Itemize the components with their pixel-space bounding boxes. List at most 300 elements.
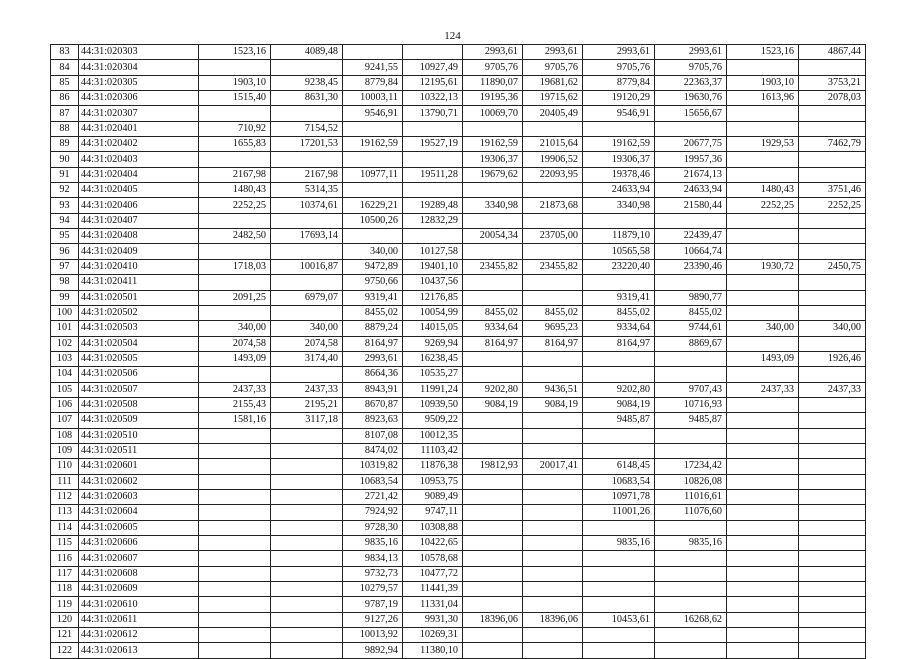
value-cell xyxy=(271,505,343,520)
value-cell xyxy=(463,551,523,566)
value-cell: 22439,47 xyxy=(655,229,727,244)
value-cell xyxy=(727,628,799,643)
value-cell xyxy=(463,536,523,551)
row-number-cell: 92 xyxy=(51,183,79,198)
row-number-cell: 108 xyxy=(51,428,79,443)
value-cell: 10927,49 xyxy=(403,60,463,75)
value-cell: 10422,65 xyxy=(403,536,463,551)
value-cell: 1655,83 xyxy=(199,137,271,152)
value-cell: 9436,51 xyxy=(523,382,583,397)
row-number-cell: 86 xyxy=(51,91,79,106)
value-cell: 2074,58 xyxy=(271,336,343,351)
value-cell: 11001,26 xyxy=(583,505,655,520)
value-cell: 19162,59 xyxy=(463,137,523,152)
value-cell xyxy=(523,474,583,489)
value-cell xyxy=(799,167,866,182)
value-cell xyxy=(463,413,523,428)
value-cell xyxy=(727,167,799,182)
table-row xyxy=(51,397,866,412)
value-cell: 11890,07 xyxy=(463,75,523,90)
value-cell xyxy=(583,551,655,566)
value-cell xyxy=(727,106,799,121)
value-cell: 17234,42 xyxy=(655,459,727,474)
value-cell xyxy=(463,505,523,520)
value-cell xyxy=(463,520,523,535)
value-cell: 2167,98 xyxy=(271,167,343,182)
value-cell xyxy=(523,536,583,551)
table-row xyxy=(51,152,866,167)
value-cell: 8869,67 xyxy=(655,336,727,351)
value-cell xyxy=(463,213,523,228)
value-cell: 9241,55 xyxy=(343,60,403,75)
value-cell xyxy=(523,597,583,612)
value-cell: 23220,40 xyxy=(583,259,655,274)
cadastral-number-cell: 44:31:020611 xyxy=(79,612,199,627)
value-cell xyxy=(463,367,523,382)
table-row xyxy=(51,505,866,520)
value-cell xyxy=(199,520,271,535)
row-number-cell: 112 xyxy=(51,489,79,504)
table-row xyxy=(51,520,866,535)
value-cell xyxy=(523,551,583,566)
cadastral-number-cell: 44:31:020406 xyxy=(79,198,199,213)
value-cell: 2252,25 xyxy=(727,198,799,213)
value-cell: 9319,41 xyxy=(583,290,655,305)
row-number-cell: 88 xyxy=(51,121,79,136)
row-number-cell: 103 xyxy=(51,351,79,366)
value-cell: 9546,91 xyxy=(583,106,655,121)
table-row xyxy=(51,290,866,305)
value-cell xyxy=(799,60,866,75)
value-cell xyxy=(523,643,583,658)
cadastral-number-cell: 44:31:020510 xyxy=(79,428,199,443)
value-cell xyxy=(199,582,271,597)
value-cell: 16238,45 xyxy=(403,351,463,366)
value-cell: 3753,21 xyxy=(799,75,866,90)
value-cell: 18396,06 xyxy=(463,612,523,627)
value-cell: 9472,89 xyxy=(343,259,403,274)
value-cell: 8631,30 xyxy=(271,91,343,106)
cadastral-number-cell: 44:31:020401 xyxy=(79,121,199,136)
value-cell: 9084,19 xyxy=(463,397,523,412)
table-row xyxy=(51,275,866,290)
value-cell: 2993,61 xyxy=(583,45,655,60)
value-cell xyxy=(343,45,403,60)
value-cell: 8164,97 xyxy=(463,336,523,351)
value-cell xyxy=(727,229,799,244)
value-cell xyxy=(343,152,403,167)
value-cell xyxy=(271,275,343,290)
value-cell xyxy=(199,275,271,290)
value-cell xyxy=(523,351,583,366)
value-cell: 13790,71 xyxy=(403,106,463,121)
row-number-cell: 100 xyxy=(51,305,79,320)
value-cell: 8455,02 xyxy=(523,305,583,320)
row-number-cell: 109 xyxy=(51,443,79,458)
value-cell: 1930,72 xyxy=(727,259,799,274)
value-cell: 4089,48 xyxy=(271,45,343,60)
value-cell: 10500,26 xyxy=(343,213,403,228)
value-cell xyxy=(463,275,523,290)
cadastral-number-cell: 44:31:020612 xyxy=(79,628,199,643)
table-row xyxy=(51,628,866,643)
value-cell: 8455,02 xyxy=(463,305,523,320)
value-cell xyxy=(523,213,583,228)
value-cell xyxy=(199,489,271,504)
value-cell xyxy=(343,121,403,136)
cadastral-number-cell: 44:31:020410 xyxy=(79,259,199,274)
row-number-cell: 84 xyxy=(51,60,79,75)
value-cell xyxy=(523,121,583,136)
table-row xyxy=(51,198,866,213)
value-cell xyxy=(727,551,799,566)
value-cell: 9892,94 xyxy=(343,643,403,658)
row-number-cell: 111 xyxy=(51,474,79,489)
value-cell: 19162,59 xyxy=(343,137,403,152)
row-number-cell: 117 xyxy=(51,566,79,581)
cadastral-number-cell: 44:31:020505 xyxy=(79,351,199,366)
value-cell: 19527,19 xyxy=(403,137,463,152)
cadastral-number-cell: 44:31:020304 xyxy=(79,60,199,75)
row-number-cell: 121 xyxy=(51,628,79,643)
cadastral-number-cell: 44:31:020602 xyxy=(79,474,199,489)
value-cell: 10319,82 xyxy=(343,459,403,474)
value-cell: 9834,13 xyxy=(343,551,403,566)
value-cell: 2074,58 xyxy=(199,336,271,351)
value-cell: 9509,22 xyxy=(403,413,463,428)
value-cell xyxy=(199,566,271,581)
value-cell: 3174,40 xyxy=(271,351,343,366)
value-cell: 1523,16 xyxy=(727,45,799,60)
value-cell xyxy=(463,121,523,136)
value-cell xyxy=(799,443,866,458)
value-cell xyxy=(463,428,523,443)
row-number-cell: 107 xyxy=(51,413,79,428)
cadastral-number-cell: 44:31:020411 xyxy=(79,275,199,290)
value-cell: 10971,78 xyxy=(583,489,655,504)
value-cell xyxy=(463,597,523,612)
value-cell xyxy=(199,612,271,627)
value-cell: 9695,23 xyxy=(523,321,583,336)
value-cell: 11991,24 xyxy=(403,382,463,397)
value-cell xyxy=(271,106,343,121)
value-cell: 10322,13 xyxy=(403,91,463,106)
value-cell: 19195,36 xyxy=(463,91,523,106)
value-cell: 10977,11 xyxy=(343,167,403,182)
value-cell xyxy=(199,459,271,474)
value-cell xyxy=(583,582,655,597)
table-row xyxy=(51,45,866,60)
value-cell: 9202,80 xyxy=(463,382,523,397)
value-cell: 9835,16 xyxy=(655,536,727,551)
table-body xyxy=(51,45,866,659)
row-number-cell: 104 xyxy=(51,367,79,382)
value-cell xyxy=(727,459,799,474)
value-cell xyxy=(199,244,271,259)
value-cell: 19306,37 xyxy=(583,152,655,167)
table-row xyxy=(51,459,866,474)
value-cell: 1493,09 xyxy=(727,351,799,366)
value-cell: 9238,45 xyxy=(271,75,343,90)
value-cell: 340,00 xyxy=(727,321,799,336)
cadastral-number-cell: 44:31:020307 xyxy=(79,106,199,121)
value-cell: 1613,96 xyxy=(727,91,799,106)
value-cell xyxy=(523,628,583,643)
value-cell: 8943,91 xyxy=(343,382,403,397)
cadastral-number-cell: 44:31:020605 xyxy=(79,520,199,535)
value-cell xyxy=(199,536,271,551)
value-cell: 24633,94 xyxy=(655,183,727,198)
table-row xyxy=(51,91,866,106)
value-cell: 8164,97 xyxy=(583,336,655,351)
value-cell xyxy=(727,60,799,75)
value-cell xyxy=(523,443,583,458)
value-cell: 10578,68 xyxy=(403,551,463,566)
value-cell: 19378,46 xyxy=(583,167,655,182)
value-cell xyxy=(271,152,343,167)
value-cell xyxy=(523,520,583,535)
value-cell xyxy=(463,443,523,458)
value-cell: 7462,79 xyxy=(799,137,866,152)
value-cell xyxy=(583,520,655,535)
value-cell: 2437,33 xyxy=(799,382,866,397)
value-cell: 9835,16 xyxy=(583,536,655,551)
value-cell: 1523,16 xyxy=(199,45,271,60)
value-cell: 11441,39 xyxy=(403,582,463,597)
value-cell xyxy=(583,367,655,382)
cadastral-number-cell: 44:31:020511 xyxy=(79,443,199,458)
value-cell: 9744,61 xyxy=(655,321,727,336)
value-cell: 23455,82 xyxy=(523,259,583,274)
value-cell: 6979,07 xyxy=(271,290,343,305)
value-cell: 10683,54 xyxy=(343,474,403,489)
cadastral-value-table xyxy=(50,44,866,659)
value-cell xyxy=(655,213,727,228)
cadastral-number-cell: 44:31:020404 xyxy=(79,167,199,182)
value-cell: 2482,50 xyxy=(199,229,271,244)
value-cell xyxy=(271,459,343,474)
value-cell: 22363,37 xyxy=(655,75,727,90)
cadastral-number-cell: 44:31:020610 xyxy=(79,597,199,612)
value-cell: 5314,35 xyxy=(271,183,343,198)
table-row xyxy=(51,106,866,121)
table-row xyxy=(51,551,866,566)
value-cell: 1493,09 xyxy=(199,351,271,366)
value-cell xyxy=(199,305,271,320)
value-cell: 3117,18 xyxy=(271,413,343,428)
value-cell: 2195,21 xyxy=(271,397,343,412)
value-cell: 3340,98 xyxy=(463,198,523,213)
table-row xyxy=(51,443,866,458)
value-cell: 8664,36 xyxy=(343,367,403,382)
value-cell: 8455,02 xyxy=(655,305,727,320)
value-cell: 11103,42 xyxy=(403,443,463,458)
value-cell xyxy=(271,474,343,489)
value-cell xyxy=(799,520,866,535)
value-cell: 1929,53 xyxy=(727,137,799,152)
value-cell: 22093,95 xyxy=(523,167,583,182)
table-row xyxy=(51,167,866,182)
value-cell xyxy=(799,305,866,320)
cadastral-number-cell: 44:31:020502 xyxy=(79,305,199,320)
value-cell: 340,00 xyxy=(343,244,403,259)
value-cell xyxy=(799,367,866,382)
row-number-cell: 114 xyxy=(51,520,79,535)
value-cell: 10683,54 xyxy=(583,474,655,489)
cadastral-number-cell: 44:31:020508 xyxy=(79,397,199,412)
row-number-cell: 96 xyxy=(51,244,79,259)
value-cell xyxy=(523,505,583,520)
value-cell xyxy=(655,367,727,382)
value-cell xyxy=(799,489,866,504)
value-cell xyxy=(403,183,463,198)
value-cell: 10069,70 xyxy=(463,106,523,121)
value-cell: 20017,41 xyxy=(523,459,583,474)
table-row xyxy=(51,213,866,228)
row-number-cell: 90 xyxy=(51,152,79,167)
value-cell: 23705,00 xyxy=(523,229,583,244)
value-cell xyxy=(727,489,799,504)
value-cell xyxy=(583,121,655,136)
value-cell xyxy=(727,397,799,412)
value-cell: 21015,64 xyxy=(523,137,583,152)
row-number-cell: 110 xyxy=(51,459,79,474)
value-cell xyxy=(583,351,655,366)
table-row xyxy=(51,121,866,136)
row-number-cell: 101 xyxy=(51,321,79,336)
value-cell xyxy=(463,643,523,658)
value-cell: 340,00 xyxy=(199,321,271,336)
value-cell: 2252,25 xyxy=(199,198,271,213)
value-cell: 10716,93 xyxy=(655,397,727,412)
value-cell xyxy=(799,106,866,121)
value-cell xyxy=(523,566,583,581)
value-cell xyxy=(799,397,866,412)
value-cell xyxy=(799,121,866,136)
value-cell xyxy=(523,428,583,443)
value-cell: 8779,84 xyxy=(343,75,403,90)
value-cell xyxy=(799,336,866,351)
value-cell: 10565,58 xyxy=(583,244,655,259)
value-cell: 2437,33 xyxy=(199,382,271,397)
value-cell: 9319,41 xyxy=(343,290,403,305)
value-cell: 19511,28 xyxy=(403,167,463,182)
value-cell xyxy=(583,275,655,290)
cadastral-number-cell: 44:31:020306 xyxy=(79,91,199,106)
value-cell xyxy=(403,45,463,60)
value-cell: 8779,84 xyxy=(583,75,655,90)
value-cell xyxy=(727,597,799,612)
value-cell xyxy=(583,428,655,443)
cadastral-number-cell: 44:31:020504 xyxy=(79,336,199,351)
value-cell: 8164,97 xyxy=(523,336,583,351)
value-cell: 2078,03 xyxy=(799,91,866,106)
table-row xyxy=(51,183,866,198)
value-cell: 19289,48 xyxy=(403,198,463,213)
value-cell xyxy=(199,428,271,443)
value-cell xyxy=(343,229,403,244)
table-row xyxy=(51,474,866,489)
row-number-cell: 95 xyxy=(51,229,79,244)
value-cell: 16268,62 xyxy=(655,612,727,627)
value-cell xyxy=(523,367,583,382)
value-cell xyxy=(199,628,271,643)
value-cell: 3751,46 xyxy=(799,183,866,198)
value-cell xyxy=(271,536,343,551)
value-cell xyxy=(271,244,343,259)
value-cell: 710,92 xyxy=(199,121,271,136)
value-cell xyxy=(523,275,583,290)
row-number-cell: 122 xyxy=(51,643,79,658)
value-cell xyxy=(727,566,799,581)
value-cell: 10953,75 xyxy=(403,474,463,489)
value-cell: 3340,98 xyxy=(583,198,655,213)
row-number-cell: 116 xyxy=(51,551,79,566)
value-cell xyxy=(727,520,799,535)
cadastral-number-cell: 44:31:020613 xyxy=(79,643,199,658)
value-cell: 9084,19 xyxy=(523,397,583,412)
value-cell xyxy=(523,290,583,305)
value-cell: 9750,66 xyxy=(343,275,403,290)
value-cell xyxy=(655,428,727,443)
value-cell xyxy=(655,121,727,136)
value-cell: 10535,27 xyxy=(403,367,463,382)
table-row xyxy=(51,566,866,581)
value-cell: 19162,59 xyxy=(583,137,655,152)
value-cell xyxy=(271,428,343,443)
value-cell xyxy=(523,413,583,428)
value-cell: 8670,87 xyxy=(343,397,403,412)
value-cell: 9269,94 xyxy=(403,336,463,351)
value-cell: 1718,03 xyxy=(199,259,271,274)
table-row xyxy=(51,367,866,382)
value-cell: 9707,43 xyxy=(655,382,727,397)
table-row xyxy=(51,489,866,504)
value-cell: 7924,92 xyxy=(343,505,403,520)
value-cell: 9732,73 xyxy=(343,566,403,581)
value-cell: 20054,34 xyxy=(463,229,523,244)
value-cell: 8879,24 xyxy=(343,321,403,336)
value-cell: 12195,61 xyxy=(403,75,463,90)
value-cell xyxy=(655,597,727,612)
value-cell: 9931,30 xyxy=(403,612,463,627)
value-cell: 9546,91 xyxy=(343,106,403,121)
value-cell: 9485,87 xyxy=(583,413,655,428)
value-cell xyxy=(271,489,343,504)
cadastral-number-cell: 44:31:020503 xyxy=(79,321,199,336)
value-cell: 2437,33 xyxy=(271,382,343,397)
value-cell xyxy=(727,612,799,627)
value-cell: 2993,61 xyxy=(655,45,727,60)
value-cell xyxy=(727,336,799,351)
value-cell: 10013,92 xyxy=(343,628,403,643)
value-cell xyxy=(403,152,463,167)
value-cell xyxy=(403,229,463,244)
value-cell: 9747,11 xyxy=(403,505,463,520)
value-cell: 2993,61 xyxy=(343,351,403,366)
row-number-cell: 93 xyxy=(51,198,79,213)
value-cell: 10269,31 xyxy=(403,628,463,643)
value-cell xyxy=(799,244,866,259)
cadastral-number-cell: 44:31:020409 xyxy=(79,244,199,259)
value-cell xyxy=(523,183,583,198)
table-row xyxy=(51,75,866,90)
value-cell xyxy=(199,597,271,612)
value-cell: 17693,14 xyxy=(271,229,343,244)
value-cell xyxy=(727,505,799,520)
cadastral-number-cell: 44:31:020405 xyxy=(79,183,199,198)
row-number-cell: 118 xyxy=(51,582,79,597)
